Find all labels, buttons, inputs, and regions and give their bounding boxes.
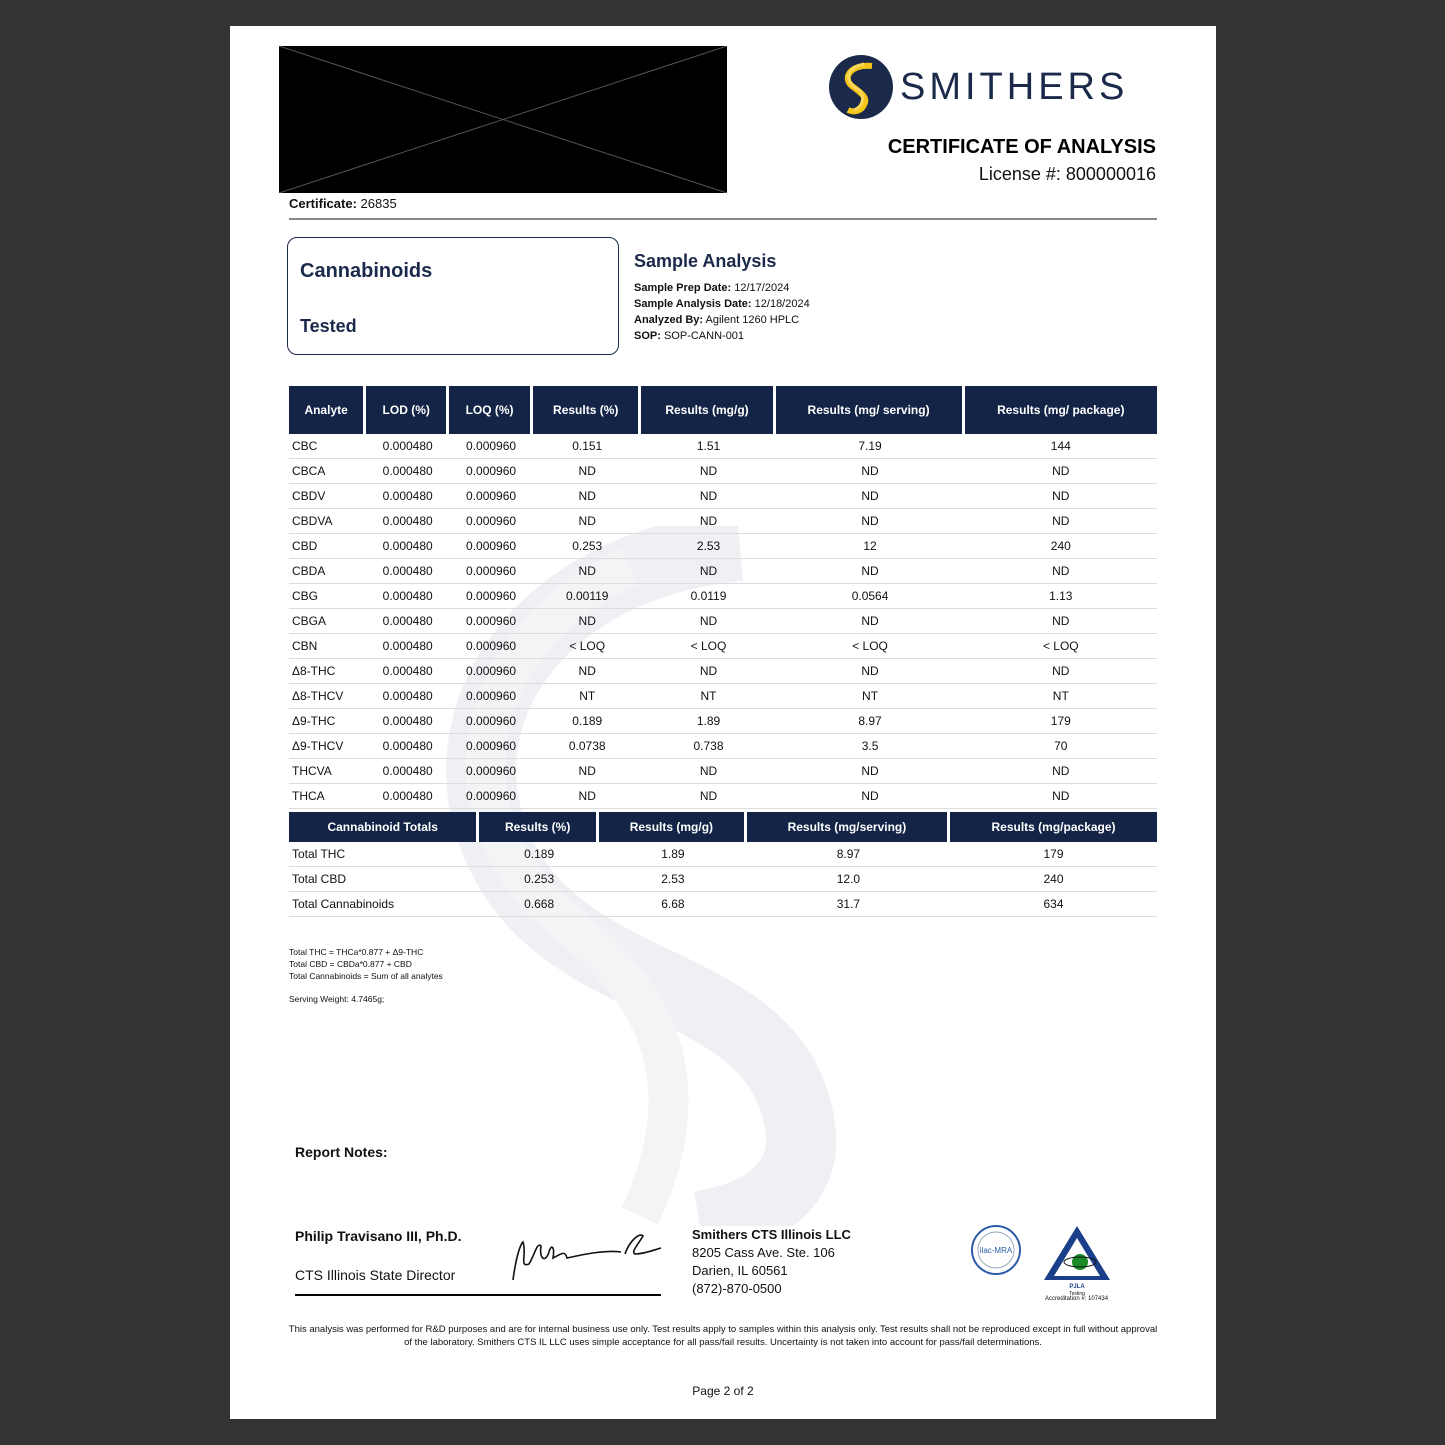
analyte-row	[289, 559, 1157, 584]
table-cell: 0.000480	[366, 534, 449, 559]
table-cell: ND	[776, 784, 965, 809]
table-cell: 0.000480	[366, 459, 449, 484]
table-cell: 0.000960	[449, 634, 533, 659]
lab-address	[692, 1226, 851, 1298]
table-cell: 0.000480	[366, 734, 449, 759]
table-cell: ND	[965, 509, 1157, 534]
row-label: Δ8-THC	[289, 659, 366, 684]
table-cell: 0.000480	[366, 784, 449, 809]
analyte-row	[289, 659, 1157, 684]
row-label: CBDVA	[289, 509, 366, 534]
total-row	[289, 867, 1157, 892]
totals-table	[289, 812, 1157, 917]
column-header: Cannabinoid Totals	[289, 812, 479, 842]
ilac-mra-badge	[970, 1224, 1022, 1276]
analyte-row	[289, 709, 1157, 734]
brand-name: SMITHERS	[900, 66, 1129, 108]
table-cell: 0.000960	[449, 584, 533, 609]
table-cell: 0.000480	[366, 634, 449, 659]
column-header: Results (mg/serving)	[747, 812, 950, 842]
table-cell: ND	[533, 459, 641, 484]
total-row	[289, 842, 1157, 867]
formula-thc: Total THC = THCa*0.877 + Δ9-THC	[289, 947, 424, 957]
table-cell: NT	[965, 684, 1157, 709]
table-cell: ND	[965, 459, 1157, 484]
table-cell: ND	[533, 509, 641, 534]
table-cell: 0.0738	[533, 734, 641, 759]
table-cell: 0.0564	[776, 584, 965, 609]
sample-analysis	[634, 251, 810, 344]
serving-weight: Serving Weight: 4.7465g;	[289, 994, 385, 1004]
table-cell: ND	[641, 659, 775, 684]
analyte-row	[289, 584, 1157, 609]
table-cell: ND	[965, 784, 1157, 809]
table-cell: 0.253	[533, 534, 641, 559]
row-label: Δ9-THC	[289, 709, 366, 734]
table-cell: ND	[641, 784, 775, 809]
table-cell: 0.000960	[449, 434, 533, 459]
pjla-badge-text: PJLA	[1069, 1284, 1085, 1290]
table-cell: ND	[965, 759, 1157, 784]
table-cell: 0.000960	[449, 659, 533, 684]
analyte-row	[289, 459, 1157, 484]
analytes-header-row	[289, 386, 1157, 434]
lab-name: Smithers CTS Illinois LLC	[692, 1227, 851, 1242]
pjla-badge-subtext: Testing	[1069, 1291, 1085, 1297]
table-cell: ND	[641, 759, 775, 784]
sample-analysis-title: Sample Analysis	[634, 251, 777, 271]
table-cell: 0.000960	[449, 734, 533, 759]
table-cell: 0.000480	[366, 484, 449, 509]
table-cell: 0.668	[479, 892, 599, 917]
redacted-client-logo	[279, 46, 727, 193]
table-cell: 1.13	[965, 584, 1157, 609]
table-cell: 0.000960	[449, 534, 533, 559]
smithers-emblem-icon	[828, 54, 894, 120]
row-label: CBDA	[289, 559, 366, 584]
analyte-row	[289, 509, 1157, 534]
table-cell: 2.53	[599, 867, 747, 892]
table-cell: 0.000480	[366, 709, 449, 734]
table-cell: 1.89	[599, 842, 747, 867]
table-cell: 2.53	[641, 534, 775, 559]
analytes-table	[289, 386, 1157, 809]
analyte-row	[289, 634, 1157, 659]
row-label: Total THC	[289, 842, 479, 867]
report-notes-label: Report Notes:	[295, 1144, 388, 1160]
column-header: Results (mg/g)	[641, 386, 775, 434]
table-cell: 31.7	[747, 892, 950, 917]
table-cell: 8.97	[776, 709, 965, 734]
lab-street: 8205 Cass Ave. Ste. 106	[692, 1245, 835, 1260]
header-divider	[289, 218, 1157, 220]
ilac-badge-text: ilac-MRA	[979, 1246, 1013, 1255]
row-label: CBD	[289, 534, 366, 559]
table-cell: 0.000960	[449, 709, 533, 734]
table-cell: ND	[776, 559, 965, 584]
table-cell: 0.0119	[641, 584, 775, 609]
test-panel-box	[287, 237, 619, 355]
row-label: CBCA	[289, 459, 366, 484]
analyte-row	[289, 784, 1157, 809]
table-cell: NT	[776, 684, 965, 709]
table-cell: 0.000480	[366, 559, 449, 584]
table-cell: 1.51	[641, 434, 775, 459]
table-cell: 0.189	[479, 842, 599, 867]
table-cell: ND	[776, 509, 965, 534]
analyte-row	[289, 484, 1157, 509]
table-cell: 179	[950, 842, 1157, 867]
row-label: Δ9-THCV	[289, 734, 366, 759]
table-cell: 0.000960	[449, 484, 533, 509]
certificate-number: Certificate: 26835	[289, 196, 397, 211]
table-cell: 0.000960	[449, 759, 533, 784]
row-label: CBC	[289, 434, 366, 459]
lab-phone: (872)-870-0500	[692, 1281, 782, 1296]
column-header: LOQ (%)	[449, 386, 533, 434]
table-cell: ND	[533, 559, 641, 584]
table-cell: 0.151	[533, 434, 641, 459]
table-cell: 7.19	[776, 434, 965, 459]
pjla-badge	[1042, 1224, 1112, 1298]
table-cell: NT	[533, 684, 641, 709]
total-row	[289, 892, 1157, 917]
column-header: Results (%)	[479, 812, 599, 842]
column-header: Results (mg/ package)	[965, 386, 1157, 434]
column-header: Results (mg/g)	[599, 812, 747, 842]
row-label: Total Cannabinoids	[289, 892, 479, 917]
table-cell: ND	[776, 459, 965, 484]
sop: SOP: SOP-CANN-001	[634, 330, 745, 342]
analyte-row	[289, 609, 1157, 634]
page-number: Page 2 of 2	[692, 1384, 754, 1398]
column-header: Results (%)	[533, 386, 641, 434]
table-cell: 0.253	[479, 867, 599, 892]
table-cell: 8.97	[747, 842, 950, 867]
table-cell: ND	[641, 509, 775, 534]
table-cell: 0.000480	[366, 609, 449, 634]
smithers-logo	[828, 52, 1158, 122]
table-cell: ND	[776, 484, 965, 509]
table-cell: ND	[533, 659, 641, 684]
document-title: CERTIFICATE OF ANALYSIS	[887, 136, 1156, 158]
column-header: LOD (%)	[366, 386, 449, 434]
column-header: Analyte	[289, 386, 366, 434]
totals-body	[289, 842, 1157, 917]
table-cell: 240	[950, 867, 1157, 892]
row-label: THCA	[289, 784, 366, 809]
row-label: CBDV	[289, 484, 366, 509]
column-header: Results (mg/package)	[950, 812, 1157, 842]
analyte-row	[289, 684, 1157, 709]
accreditation-number: Accreditation #: 107434	[1045, 1296, 1109, 1302]
table-cell: < LOQ	[533, 634, 641, 659]
formula-cbd: Total CBD = CBDa*0.877 + CBD	[289, 959, 412, 969]
table-cell: ND	[641, 459, 775, 484]
table-cell: ND	[641, 484, 775, 509]
analyte-row	[289, 734, 1157, 759]
table-cell: 179	[965, 709, 1157, 734]
formula-total: Total Cannabinoids = Sum of all analytes	[289, 971, 443, 981]
formula-notes	[289, 946, 443, 982]
table-cell: 0.189	[533, 709, 641, 734]
table-cell: 1.89	[641, 709, 775, 734]
analyte-row	[289, 534, 1157, 559]
row-label: Total CBD	[289, 867, 479, 892]
table-cell: 12.0	[747, 867, 950, 892]
panel-status: Tested	[300, 316, 357, 336]
prep-date: Sample Prep Date: 12/17/2024	[634, 282, 790, 294]
table-cell: 0.000960	[449, 509, 533, 534]
analysis-date: Sample Analysis Date: 12/18/2024	[634, 298, 810, 310]
row-label: CBGA	[289, 609, 366, 634]
table-cell: 0.000480	[366, 434, 449, 459]
table-cell: 0.738	[641, 734, 775, 759]
table-cell: ND	[641, 609, 775, 634]
table-cell: ND	[776, 609, 965, 634]
license-number: License #: 800000016	[978, 164, 1156, 184]
signature-line	[295, 1294, 661, 1296]
table-cell: < LOQ	[965, 634, 1157, 659]
table-cell: ND	[965, 659, 1157, 684]
table-cell: ND	[533, 784, 641, 809]
table-cell: ND	[533, 484, 641, 509]
totals-header-row	[289, 812, 1157, 842]
table-cell: 240	[965, 534, 1157, 559]
row-label: Δ8-THCV	[289, 684, 366, 709]
lab-city: Darien, IL 60561	[692, 1263, 788, 1278]
table-cell: ND	[533, 609, 641, 634]
signer-name: Philip Travisano III, Ph.D.	[295, 1228, 462, 1244]
table-cell: 144	[965, 434, 1157, 459]
table-cell: ND	[641, 559, 775, 584]
panel-title: Cannabinoids	[300, 260, 433, 282]
table-cell: ND	[965, 484, 1157, 509]
table-cell: 12	[776, 534, 965, 559]
table-cell: ND	[965, 609, 1157, 634]
table-cell: 0.000960	[449, 459, 533, 484]
table-cell: 0.000480	[366, 759, 449, 784]
analytes-body	[289, 434, 1157, 809]
table-cell: 0.00119	[533, 584, 641, 609]
row-label: CBN	[289, 634, 366, 659]
signer-title: CTS Illinois State Director	[295, 1267, 456, 1283]
table-cell: ND	[776, 759, 965, 784]
table-cell: 0.000480	[366, 509, 449, 534]
table-cell: < LOQ	[641, 634, 775, 659]
disclaimer: This analysis was performed for R&D purposes and are for internal business use only. Test results apply to samples within this analysis only. Test results shall not be reproduced except in full without approval of the laboratory. Smithers CTS IL LLC uses simple acceptance for all pass/fail results. Uncertainty is not taken into account for pass/fail determinations.	[288, 1324, 1158, 1348]
table-cell: 70	[965, 734, 1157, 759]
table-cell: 0.000480	[366, 584, 449, 609]
table-cell: 0.000960	[449, 559, 533, 584]
analyzed-by: Analyzed By: Agilent 1260 HPLC	[634, 314, 800, 326]
table-cell: ND	[776, 659, 965, 684]
table-cell: 3.5	[776, 734, 965, 759]
certificate-page	[230, 26, 1216, 1419]
row-label: THCVA	[289, 759, 366, 784]
table-cell: 0.000960	[449, 609, 533, 634]
handwritten-signature	[505, 1224, 665, 1288]
analyte-row	[289, 434, 1157, 459]
table-cell: 0.000960	[449, 784, 533, 809]
table-cell: < LOQ	[776, 634, 965, 659]
table-cell: 634	[950, 892, 1157, 917]
table-cell: NT	[641, 684, 775, 709]
table-cell: ND	[533, 759, 641, 784]
row-label: CBG	[289, 584, 366, 609]
table-cell: 0.000480	[366, 659, 449, 684]
table-cell: 0.000480	[366, 684, 449, 709]
analyte-row	[289, 759, 1157, 784]
column-header: Results (mg/ serving)	[776, 386, 965, 434]
table-cell: 6.68	[599, 892, 747, 917]
table-cell: 0.000960	[449, 684, 533, 709]
table-cell: ND	[965, 559, 1157, 584]
